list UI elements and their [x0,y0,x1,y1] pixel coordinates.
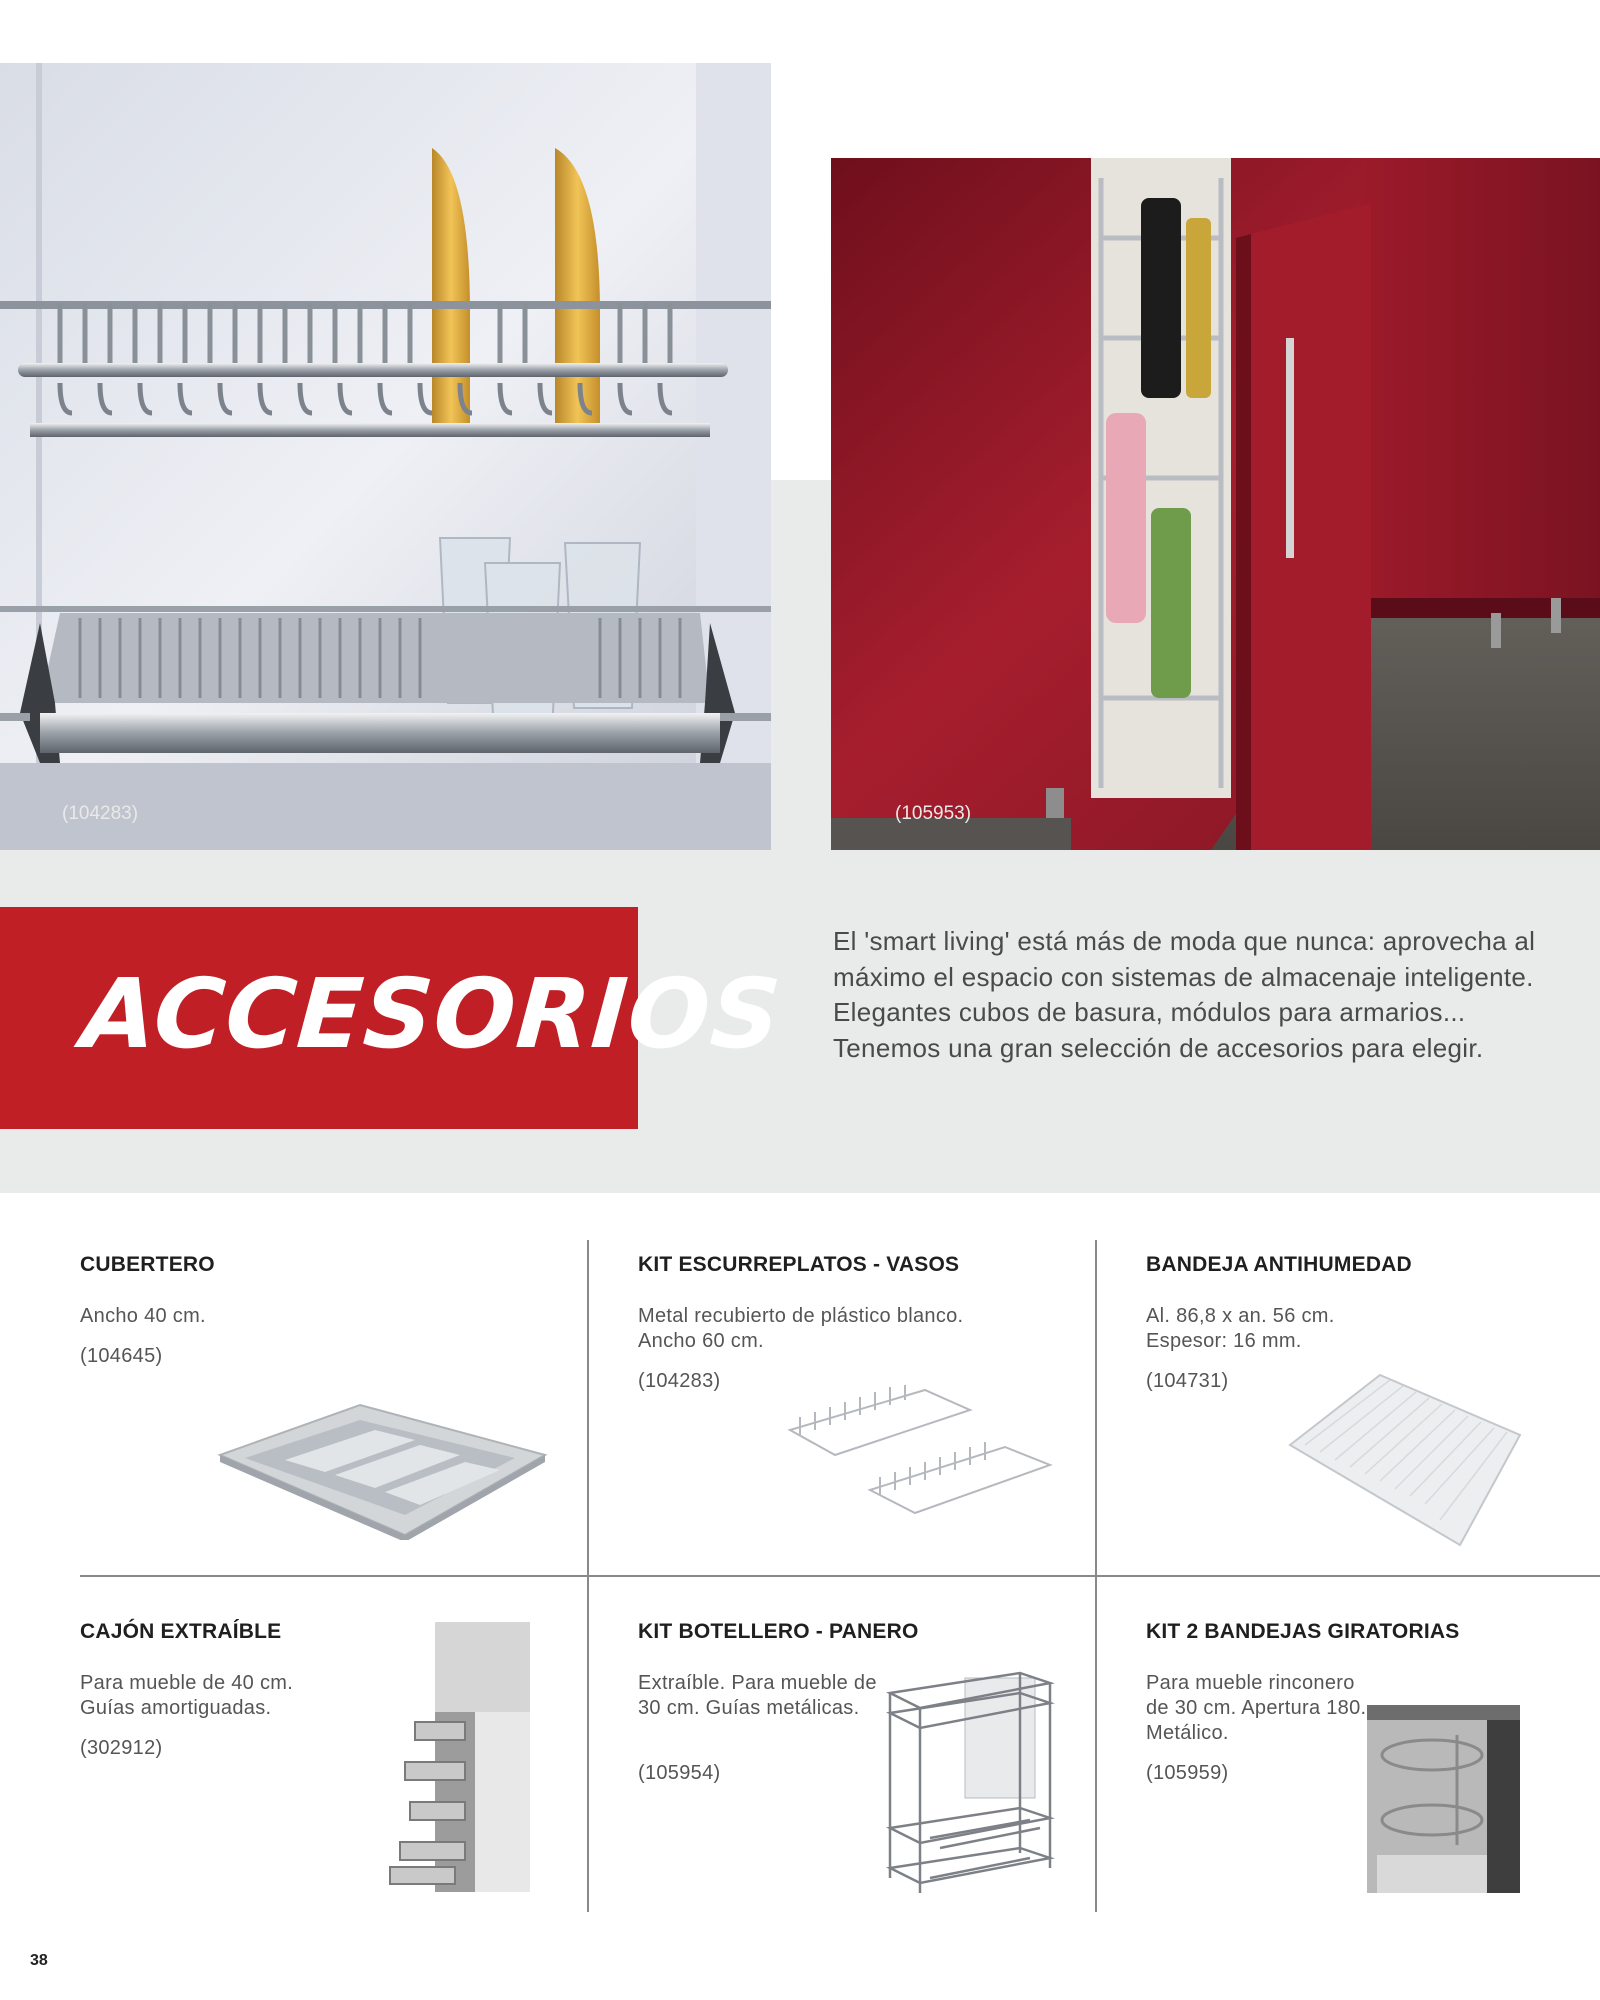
page-number: 38 [30,1952,48,1969]
product-code-giratorias: (105959) [1146,1762,1229,1784]
product-code-botellero: (105954) [638,1762,721,1784]
product-code-cajon: (302912) [80,1737,163,1759]
section-title: ACCESORIOS [78,958,785,1070]
product-desc-cajon: Para mueble de 40 cm. Guías amortiguadas. [80,1672,294,1719]
photo-left-code: (104283) [62,803,139,824]
grid-row-divider [80,1575,1600,1577]
product-image-cajon [385,1622,530,1897]
product-title-bandeja: BANDEJA ANTIHUMEDAD [1146,1253,1412,1276]
product-code-escurreplatos: (104283) [638,1370,721,1392]
product-desc-giratorias: Para mueble rinconero de 30 cm. Apertura 180. Metálico. [1146,1672,1367,1744]
product-code-cubertero: (104645) [80,1345,163,1367]
product-title-cajon: CAJÓN EXTRAÍBLE [80,1620,282,1643]
photo-red-cabinet [831,158,1600,850]
product-image-cubertero [215,1400,550,1545]
photo-dish-rack [0,63,771,850]
section-intro: El 'smart living' está más de moda que nunca: aprovecha al máximo el espacio con sistemas de almacenaje inteligente. Elegantes cubos de basura, módulos para armarios... Tenemos una gran selección de accesorios para elegir. [833,926,1536,1063]
product-title-botellero: KIT BOTELLERO - PANERO [638,1620,919,1643]
product-desc-cubertero: Ancho 40 cm. [80,1305,206,1327]
product-desc-botellero: Extraíble. Para mueble de 30 cm. Guías metálicas. [638,1672,877,1719]
product-image-escurreplatos [780,1385,1060,1530]
product-code-bandeja: (104731) [1146,1370,1229,1392]
product-desc-escurreplatos: Metal recubierto de plástico blanco. Ancho 60 cm. [638,1305,964,1352]
product-image-giratorias [1367,1705,1520,1898]
product-image-bandeja [1285,1370,1525,1555]
product-image-botellero [880,1668,1055,1903]
product-title-giratorias: KIT 2 BANDEJAS GIRATORIAS [1146,1620,1460,1643]
product-desc-bandeja: Al. 86,8 x an. 56 cm. Espesor: 16 mm. [1146,1305,1335,1352]
photo-right-code: (105953) [895,803,972,824]
product-title-escurreplatos: KIT ESCURREPLATOS - VASOS [638,1253,960,1276]
product-title-cubertero: CUBERTERO [80,1253,215,1276]
